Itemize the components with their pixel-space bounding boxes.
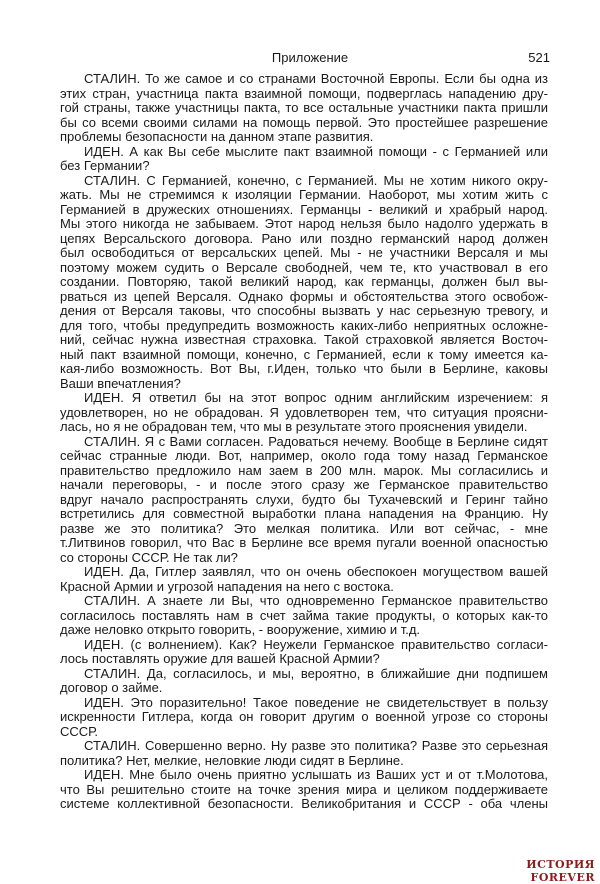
text-line: этих стран, участница пакта взаимной помощи, подверглась нападению дру- bbox=[60, 85, 548, 101]
text-line: договор о займе. bbox=[60, 680, 163, 695]
text-line: поэтому можем судить о Версале свободней, чем те, кто участвовал в его bbox=[60, 259, 548, 275]
text-line: Ваши впечатления? bbox=[60, 375, 181, 391]
text-line: Красной Армии и угрозой нападения на него с востока. bbox=[60, 578, 394, 594]
text-line: искренности Гитлера, когда он говорит другим о военной угрозе со стороны bbox=[60, 709, 548, 724]
paragraph bbox=[60, 174, 548, 392]
text-line: встретились для совместной выработки плана нападения на Францию. Ну bbox=[60, 506, 548, 521]
text-line: Мы этого никогда не забываем. Этот народ нельзя было надолго удержать в bbox=[60, 216, 548, 231]
text-line: кая-либо возможность. Вот Вы, г.Иден, только что были в Берлине, каковы bbox=[60, 361, 548, 376]
body-text bbox=[60, 72, 548, 812]
text-line: ный пакт взаимной помощи, конечно, с Германией, если к тому имеется ка- bbox=[60, 346, 548, 362]
text-line: бы со всеми своими силами на помощь первой. Это простейшее разрешение bbox=[60, 114, 548, 130]
text-line: СССР. bbox=[60, 723, 98, 739]
text-line: политика? Нет, мелкие, неловкие люди сидят в Берлине. bbox=[60, 752, 404, 768]
text-line: проблемы безопасности на данном этапе развития. bbox=[60, 129, 374, 144]
paragraph bbox=[60, 638, 548, 667]
text-line: ИДЕН. Я ответил бы на этот вопрос одним английским изречением: я bbox=[84, 390, 548, 405]
text-line: удовлетворен, но не обрадован. Я удовлетворен тем, что ситуация проясни- bbox=[60, 404, 548, 420]
text-line: ний, сейчас нужна известная страховка. Такой страховкой является Восточ- bbox=[60, 332, 548, 347]
text-line: создании. Повторяю, такой великий народ, как германцы, должен был вы- bbox=[60, 274, 548, 289]
text-line: системе коллективной безопасности. Великобритания и СССР - оба члены bbox=[60, 796, 548, 811]
text-line: рваться из цепей Версаля. Однако формы и обстоятельства этого освобож- bbox=[60, 288, 548, 304]
page-number: 521 bbox=[528, 50, 550, 65]
text-line: СТАЛИН. Я с Вами согласен. Радоваться нечему. Вообще в Берлине сидят bbox=[84, 433, 548, 449]
paragraph bbox=[60, 72, 548, 145]
watermark-logo: ИСТОРИЯ FOREVER bbox=[526, 858, 595, 884]
text-line: СТАЛИН. С Германией, конечно, с Германией. Мы не хотим никого окру- bbox=[84, 172, 548, 188]
text-line: без Германии? bbox=[60, 158, 150, 173]
paragraph bbox=[60, 565, 548, 594]
text-line: правительство предложило нам заем в 200 млн. марок. Мы согласились и bbox=[60, 462, 548, 478]
text-line: цепях Версальского договора. Рано или поздно германский народ должен bbox=[60, 230, 548, 246]
text-line: лась, но я не обрадован тем, что мы в результате этого прояснения увидели. bbox=[60, 419, 528, 434]
text-line: для того, чтобы предупредить возможность каких-либо неприятных осложне- bbox=[60, 317, 548, 333]
text-line: ИДЕН. (с волнением). Как? Неужели Германское правительство согласи- bbox=[84, 636, 548, 652]
text-line: разве же это политика? Это мелкая политика. Или вот сейчас, - мне bbox=[60, 520, 548, 536]
text-line: даже неловко открыто говорить, - вооружение, химию и т.д. bbox=[60, 622, 421, 637]
text-line: был освободиться от версальских цепей. Мы - не участники Версаля и мы bbox=[60, 245, 548, 260]
text-line: начали переговоры, - и после этого сразу же Германское правительство bbox=[60, 477, 548, 492]
text-line: СТАЛИН. Совершенно верно. Ну разве это политика? Разве это серьезная bbox=[84, 738, 548, 753]
text-line: ИДЕН. Мне было очень приятно услышать из Ваших уст и от т.Молотова, bbox=[84, 767, 548, 782]
text-line: ИДЕН. Да, Гитлер заявлял, что он очень обеспокоен могуществом вашей bbox=[84, 564, 548, 579]
paragraph bbox=[60, 145, 548, 174]
text-line: СТАЛИН. То же самое и со странами Восточной Европы. Если бы одна из bbox=[84, 71, 548, 86]
paragraph bbox=[60, 696, 548, 740]
text-line: дения от Версаля таковы, что способны вызвать у нас серьезную тревогу, и bbox=[60, 303, 548, 318]
paragraph bbox=[60, 435, 548, 566]
text-line: СТАЛИН. Да, согласилось, и мы, вероятно, в ближайшие дни подпишем bbox=[84, 665, 548, 681]
text-line: СТАЛИН. А знаете ли Вы, что одновременно Германское правительство bbox=[84, 593, 548, 608]
text-line: ИДЕН. Это поразительно! Такое поведение не свидетельствует в пользу bbox=[84, 694, 548, 710]
text-line: что Вы решительно стоите на точке зрения мира и целиком поддерживаете bbox=[60, 781, 548, 797]
running-header-title: Приложение bbox=[271, 50, 349, 65]
text-line: вдруг начало распространять слухи, будто бы Тухачевский и Геринг тайно bbox=[60, 491, 548, 507]
text-line: Германией в дружеских отношениях. Германцы - великий и храбрый народ. bbox=[60, 201, 548, 217]
paragraph bbox=[60, 667, 548, 696]
text-line: сейчас странные люди. Вот, например, около года тому назад Германское bbox=[60, 448, 548, 463]
text-line: лось поставлять оружие для вашей Красной Армии? bbox=[60, 651, 380, 666]
text-line: жать. Мы не стремимся к изоляции Германии. Наоборот, мы хотим жить с bbox=[60, 187, 548, 202]
text-line: гой страны, также участницы пакта, то все остальные участники пакта пришли bbox=[60, 100, 548, 115]
text-line: т.Литвинов говорил, что Вас в Берлине все время пугали военной опасностью bbox=[60, 535, 548, 550]
paragraph bbox=[60, 739, 548, 768]
paragraph bbox=[60, 768, 548, 812]
text-line: согласилось поставлять нам в счет займа такие продукты, о которых как-то bbox=[60, 607, 548, 623]
text-line: со стороны СССР. Не так ли? bbox=[60, 549, 238, 565]
text-line: ИДЕН. А как Вы себе мыслите пакт взаимной помощи - с Германией или bbox=[84, 143, 548, 159]
paragraph bbox=[60, 594, 548, 638]
paragraph bbox=[60, 391, 548, 435]
